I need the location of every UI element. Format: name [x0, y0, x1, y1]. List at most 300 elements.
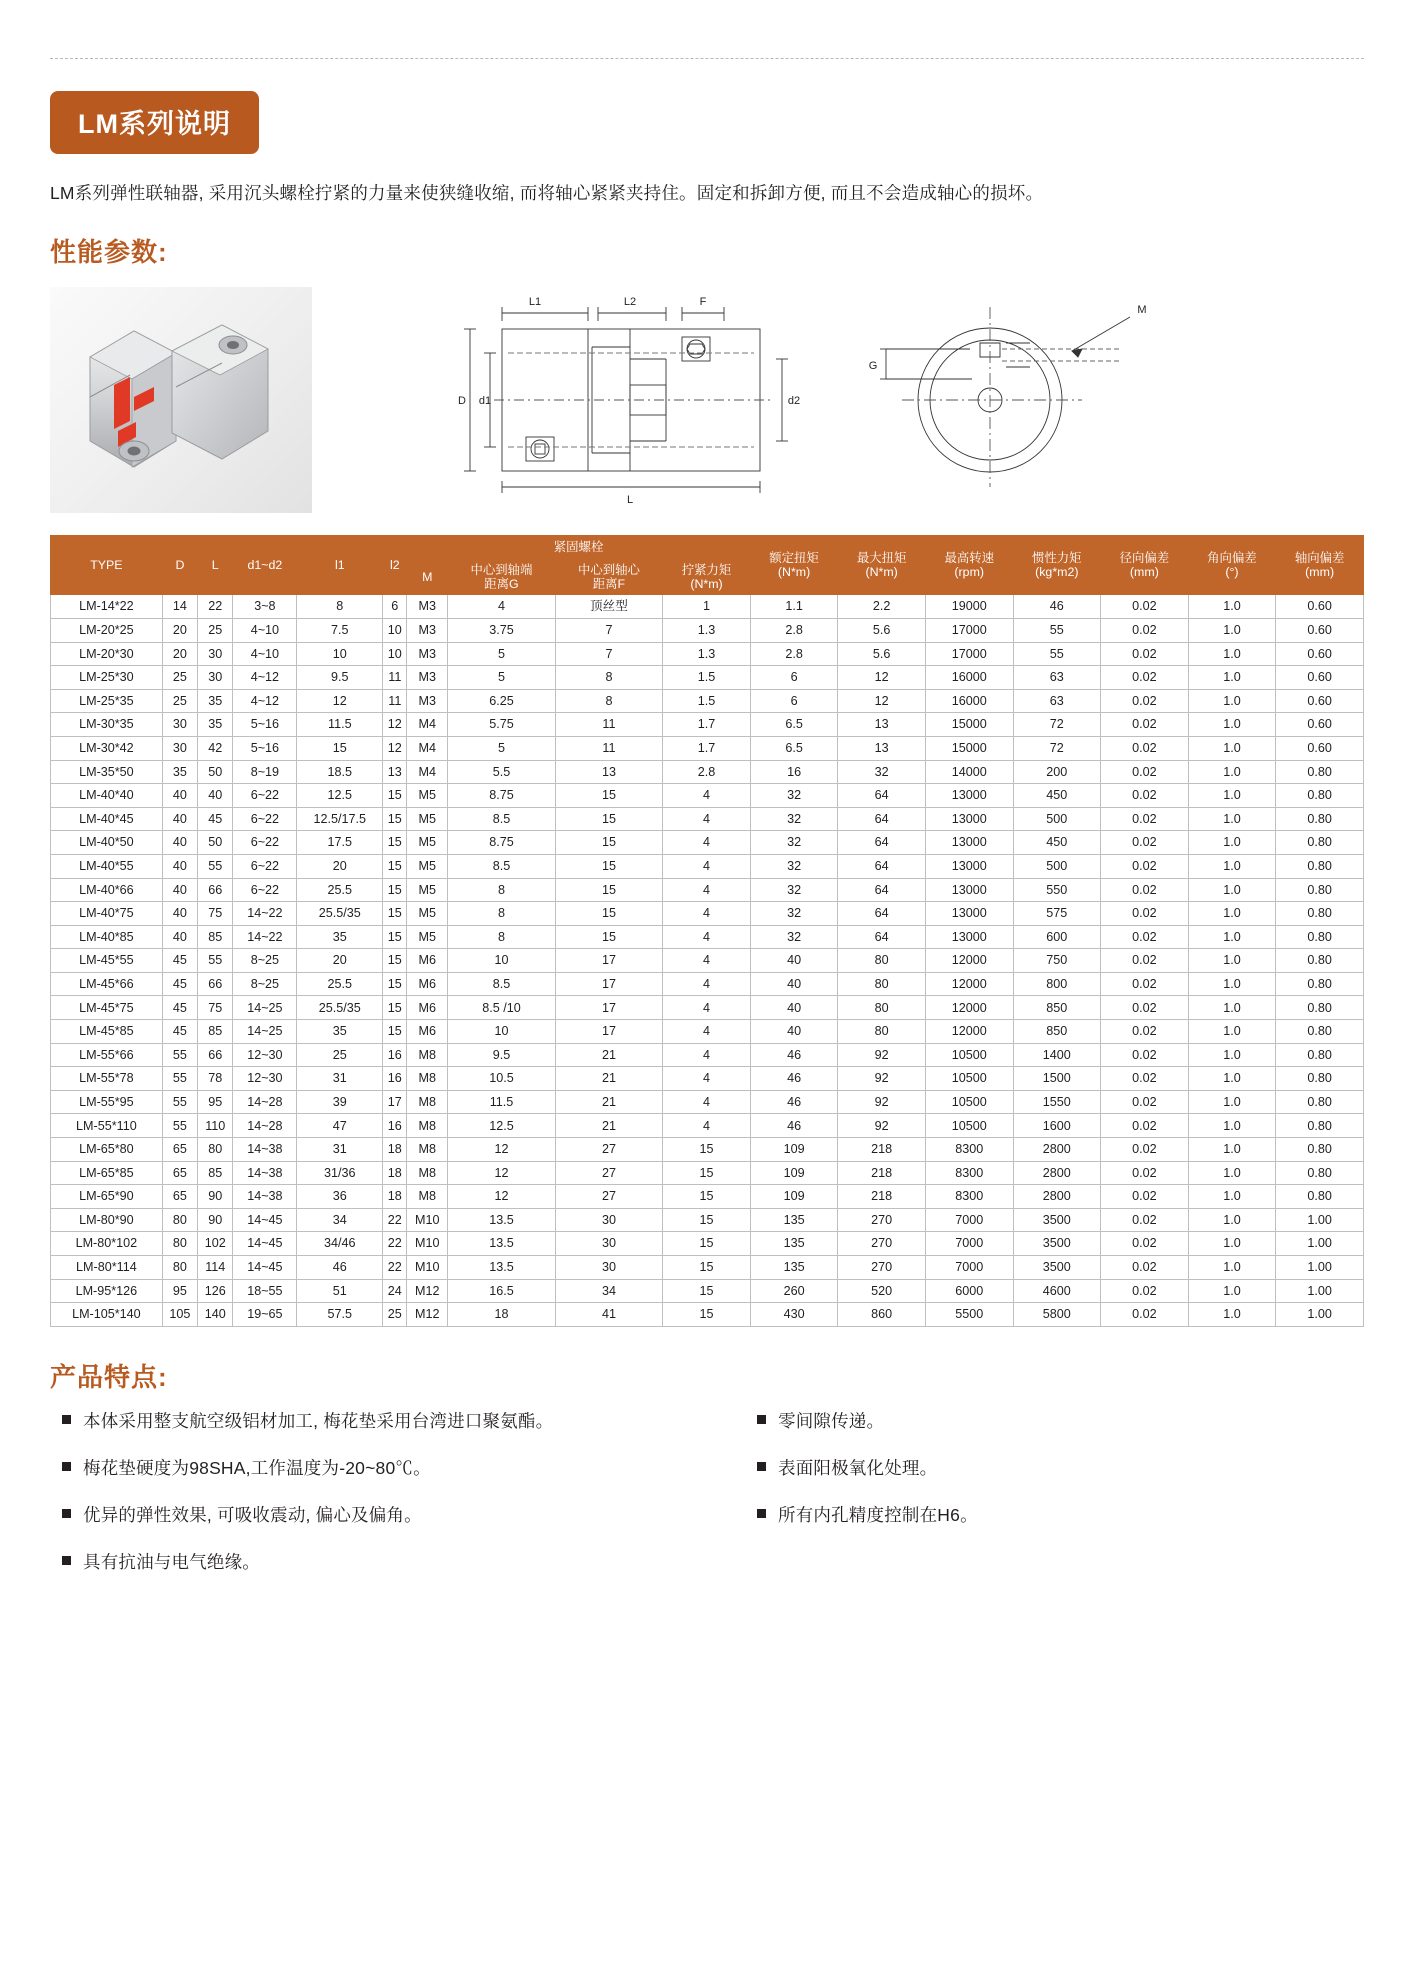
table-row — [51, 595, 1364, 619]
table-cell: 0.60 — [1276, 713, 1364, 737]
table-cell: 64 — [838, 902, 926, 926]
square-bullet-icon — [757, 1462, 766, 1471]
table-cell: 1.00 — [1276, 1303, 1364, 1327]
table-cell-type: LM-65*80 — [51, 1138, 163, 1162]
table-cell: 15 — [663, 1161, 751, 1185]
table-cell: 55 — [1013, 642, 1101, 666]
col-rated-torque — [750, 536, 838, 595]
table-cell-type: LM-30*42 — [51, 736, 163, 760]
table-cell: 85 — [198, 925, 233, 949]
table-cell: 15 — [663, 1279, 751, 1303]
table-cell: 10 — [448, 949, 555, 973]
col-D: D — [162, 536, 197, 595]
label-L1: L1 — [528, 296, 542, 309]
table-cell: 75 — [198, 996, 233, 1020]
table-row — [51, 1090, 1364, 1114]
table-row — [51, 666, 1364, 690]
table-cell: M12 — [407, 1279, 448, 1303]
feature-item — [757, 1502, 1364, 1527]
table-cell: 46 — [750, 1067, 838, 1091]
table-header — [51, 536, 1364, 595]
table-cell: M4 — [407, 713, 448, 737]
table-cell: 13 — [555, 760, 662, 784]
table-cell: 0.80 — [1276, 1161, 1364, 1185]
table-cell: 35 — [198, 713, 233, 737]
table-cell: 4 — [663, 1067, 751, 1091]
table-cell: 40 — [750, 972, 838, 996]
table-cell: M8 — [407, 1043, 448, 1067]
table-cell: 1.0 — [1188, 878, 1276, 902]
table-cell: 1.00 — [1276, 1208, 1364, 1232]
table-cell: 0.02 — [1101, 1114, 1189, 1138]
col-type: TYPE — [51, 536, 163, 595]
table-cell: 15 — [555, 784, 662, 808]
col-angular-dev — [1188, 536, 1276, 595]
table-cell: 800 — [1013, 972, 1101, 996]
table-cell: 1.0 — [1188, 713, 1276, 737]
table-cell: 13000 — [925, 807, 1013, 831]
table-cell-type: LM-80*114 — [51, 1256, 163, 1280]
table-cell: 14~38 — [233, 1138, 297, 1162]
table-cell: 750 — [1013, 949, 1101, 973]
table-cell: M4 — [407, 760, 448, 784]
table-cell-type: LM-55*78 — [51, 1067, 163, 1091]
table-cell: 109 — [750, 1185, 838, 1209]
table-cell: 46 — [750, 1090, 838, 1114]
table-cell: 40 — [750, 1020, 838, 1044]
table-cell: 46 — [750, 1043, 838, 1067]
table-cell-type: LM-45*55 — [51, 949, 163, 973]
table-cell-type: LM-25*30 — [51, 666, 163, 690]
table-cell: 41 — [555, 1303, 662, 1327]
feature-text: 表面阳极氧化处理。 — [778, 1457, 938, 1478]
table-cell: 5~16 — [233, 736, 297, 760]
table-cell: 4 — [663, 1090, 751, 1114]
table-row — [51, 1138, 1364, 1162]
table-cell: 40 — [162, 784, 197, 808]
table-cell: 5.6 — [838, 618, 926, 642]
table-cell: M5 — [407, 878, 448, 902]
table-cell: 1.7 — [663, 713, 751, 737]
table-cell: 0.02 — [1101, 1020, 1189, 1044]
table-cell: 2800 — [1013, 1138, 1101, 1162]
col-radial-dev-sub: (mm) — [1129, 565, 1159, 580]
table-cell: M3 — [407, 689, 448, 713]
table-cell: M12 — [407, 1303, 448, 1327]
table-cell: M3 — [407, 666, 448, 690]
label-M: M — [1137, 304, 1147, 317]
table-cell: 0.02 — [1101, 689, 1189, 713]
square-bullet-icon — [757, 1415, 766, 1424]
table-cell: 0.02 — [1101, 1303, 1189, 1327]
table-cell: M6 — [407, 996, 448, 1020]
table-cell: 30 — [555, 1208, 662, 1232]
table-cell: M5 — [407, 807, 448, 831]
table-cell: M5 — [407, 902, 448, 926]
table-cell: 47 — [297, 1114, 383, 1138]
table-cell: 1 — [663, 595, 751, 619]
table-cell: 6~22 — [233, 878, 297, 902]
label-d2: d2 — [787, 395, 801, 408]
table-cell: 32 — [750, 854, 838, 878]
table-cell: 520 — [838, 1279, 926, 1303]
table-cell: 39 — [297, 1090, 383, 1114]
table-cell: 218 — [838, 1161, 926, 1185]
table-cell: 10 — [383, 642, 407, 666]
table-cell: 0.02 — [1101, 1208, 1189, 1232]
table-cell: 8.75 — [448, 831, 555, 855]
square-bullet-icon — [757, 1509, 766, 1518]
table-cell: 5 — [448, 642, 555, 666]
table-cell: 4~10 — [233, 642, 297, 666]
table-cell: 16.5 — [448, 1279, 555, 1303]
square-bullet-icon — [62, 1509, 71, 1518]
table-cell: 0.60 — [1276, 666, 1364, 690]
table-cell: 1.5 — [663, 666, 751, 690]
table-cell: 65 — [162, 1138, 197, 1162]
table-cell-type: LM-25*35 — [51, 689, 163, 713]
table-cell: 65 — [162, 1161, 197, 1185]
table-cell: 15 — [555, 925, 662, 949]
table-cell: 63 — [1013, 666, 1101, 690]
table-cell: 72 — [1013, 713, 1101, 737]
table-cell: 3500 — [1013, 1232, 1101, 1256]
table-cell: 32 — [750, 831, 838, 855]
table-cell: 1.0 — [1188, 1303, 1276, 1327]
table-cell: 21 — [555, 1043, 662, 1067]
square-bullet-icon — [62, 1556, 71, 1565]
table-cell-type: LM-55*66 — [51, 1043, 163, 1067]
table-cell-type: LM-40*75 — [51, 902, 163, 926]
table-cell: 顶丝型 — [555, 595, 662, 619]
table-cell: 109 — [750, 1161, 838, 1185]
col-distance-F — [555, 559, 662, 595]
table-row — [51, 618, 1364, 642]
table-cell: 80 — [838, 972, 926, 996]
table-cell: 46 — [1013, 595, 1101, 619]
col-angular-dev-main: 角向偏差 — [1207, 551, 1257, 566]
table-cell: 25.5/35 — [297, 996, 383, 1020]
table-cell: M8 — [407, 1114, 448, 1138]
table-cell: 0.02 — [1101, 1043, 1189, 1067]
table-cell: 7.5 — [297, 618, 383, 642]
table-cell: 450 — [1013, 784, 1101, 808]
table-cell: M3 — [407, 595, 448, 619]
table-cell: 6 — [750, 666, 838, 690]
table-cell: 1.0 — [1188, 689, 1276, 713]
table-cell: 0.80 — [1276, 1114, 1364, 1138]
table-cell: 8.75 — [448, 784, 555, 808]
table-cell: 34 — [555, 1279, 662, 1303]
table-cell: 25 — [198, 618, 233, 642]
feature-item — [50, 1549, 707, 1574]
col-d1d2: d1~d2 — [233, 536, 297, 595]
table-cell: 6 — [383, 595, 407, 619]
features-heading: 产品特点: — [50, 1361, 168, 1392]
table-cell: 40 — [162, 925, 197, 949]
table-cell: 34 — [297, 1208, 383, 1232]
table-cell: 9.5 — [448, 1043, 555, 1067]
feature-item — [50, 1502, 707, 1527]
table-cell: 64 — [838, 807, 926, 831]
table-cell: 40 — [162, 854, 197, 878]
table-cell: 25.5 — [297, 972, 383, 996]
table-cell: 6.5 — [750, 713, 838, 737]
col-group-bolt: 紧固螺栓 — [407, 536, 750, 560]
table-cell: 270 — [838, 1256, 926, 1280]
table-cell: 16 — [383, 1114, 407, 1138]
table-cell: 1.0 — [1188, 1114, 1276, 1138]
table-cell: 14~45 — [233, 1232, 297, 1256]
table-cell: 3.75 — [448, 618, 555, 642]
table-cell: 1.0 — [1188, 1279, 1276, 1303]
table-row — [51, 925, 1364, 949]
table-cell: 15 — [663, 1232, 751, 1256]
table-cell: 4 — [663, 902, 751, 926]
table-cell: 17 — [555, 972, 662, 996]
table-cell: 10500 — [925, 1114, 1013, 1138]
table-cell: 450 — [1013, 831, 1101, 855]
table-cell: 1.0 — [1188, 666, 1276, 690]
table-cell: 15 — [663, 1185, 751, 1209]
table-cell: 15 — [663, 1208, 751, 1232]
table-cell: 15 — [383, 1020, 407, 1044]
table-cell: 50 — [198, 760, 233, 784]
table-cell: 6000 — [925, 1279, 1013, 1303]
table-cell: 15 — [555, 831, 662, 855]
table-cell: 2800 — [1013, 1161, 1101, 1185]
table-row — [51, 902, 1364, 926]
table-cell: 20 — [162, 642, 197, 666]
table-cell: 12.5 — [448, 1114, 555, 1138]
table-row — [51, 807, 1364, 831]
table-cell: 2.8 — [750, 642, 838, 666]
table-cell: 0.80 — [1276, 949, 1364, 973]
table-cell: 0.02 — [1101, 831, 1189, 855]
table-cell: 92 — [838, 1090, 926, 1114]
table-cell: 17.5 — [297, 831, 383, 855]
table-cell: 50 — [198, 831, 233, 855]
table-cell: 0.80 — [1276, 760, 1364, 784]
table-cell: 12 — [297, 689, 383, 713]
feature-item — [50, 1408, 707, 1433]
table-cell: 1600 — [1013, 1114, 1101, 1138]
table-cell: 0.02 — [1101, 1279, 1189, 1303]
col-angular-dev-sub: (°) — [1225, 565, 1239, 580]
table-cell: 102 — [198, 1232, 233, 1256]
table-cell: 0.02 — [1101, 1090, 1189, 1114]
table-cell: 8.5 — [448, 972, 555, 996]
table-cell: 8~25 — [233, 972, 297, 996]
table-cell: 4600 — [1013, 1279, 1101, 1303]
table-row — [51, 878, 1364, 902]
page-title: LM系列说明 — [50, 91, 259, 154]
table-cell: 4 — [448, 595, 555, 619]
table-cell: 10 — [383, 618, 407, 642]
table-cell: 1.0 — [1188, 1043, 1276, 1067]
table-cell: 0.80 — [1276, 1185, 1364, 1209]
table-cell: 22 — [383, 1256, 407, 1280]
table-cell: 13000 — [925, 854, 1013, 878]
table-cell: 31/36 — [297, 1161, 383, 1185]
table-cell: 0.02 — [1101, 1138, 1189, 1162]
table-cell: 5500 — [925, 1303, 1013, 1327]
col-l2: l2 — [383, 536, 407, 595]
feature-item — [757, 1408, 1364, 1433]
table-cell: 25.5/35 — [297, 902, 383, 926]
table-cell: 5.75 — [448, 713, 555, 737]
table-cell: 0.60 — [1276, 618, 1364, 642]
table-cell: 0.80 — [1276, 996, 1364, 1020]
table-cell: 2.8 — [750, 618, 838, 642]
table-cell: 1.00 — [1276, 1256, 1364, 1280]
table-cell: 1.0 — [1188, 618, 1276, 642]
table-cell: 4 — [663, 854, 751, 878]
table-row — [51, 713, 1364, 737]
table-cell: 90 — [198, 1185, 233, 1209]
table-cell: 32 — [750, 925, 838, 949]
table-cell: 5800 — [1013, 1303, 1101, 1327]
table-cell: 51 — [297, 1279, 383, 1303]
table-cell-type: LM-20*30 — [51, 642, 163, 666]
table-cell: 12 — [383, 736, 407, 760]
table-cell: 0.02 — [1101, 972, 1189, 996]
table-cell: 4~10 — [233, 618, 297, 642]
table-cell: 1500 — [1013, 1067, 1101, 1091]
table-cell: 110 — [198, 1114, 233, 1138]
table-cell: 30 — [555, 1256, 662, 1280]
table-cell: 18 — [448, 1303, 555, 1327]
table-cell: 10500 — [925, 1043, 1013, 1067]
table-cell: 12 — [383, 713, 407, 737]
table-cell: 3500 — [1013, 1256, 1101, 1280]
table-cell: 11.5 — [297, 713, 383, 737]
table-cell: 5 — [448, 666, 555, 690]
table-cell: 22 — [383, 1208, 407, 1232]
table-cell-type: LM-40*40 — [51, 784, 163, 808]
table-cell: 1550 — [1013, 1090, 1101, 1114]
table-cell: 8300 — [925, 1161, 1013, 1185]
table-cell: 4 — [663, 831, 751, 855]
table-cell: 80 — [838, 949, 926, 973]
table-cell: 500 — [1013, 807, 1101, 831]
table-cell: 1.0 — [1188, 1256, 1276, 1280]
table-cell: 135 — [750, 1256, 838, 1280]
table-cell: 5~16 — [233, 713, 297, 737]
table-cell: 9.5 — [297, 666, 383, 690]
table-cell: 1400 — [1013, 1043, 1101, 1067]
table-cell: 105 — [162, 1303, 197, 1327]
table-cell: 45 — [198, 807, 233, 831]
table-cell: 66 — [198, 1043, 233, 1067]
table-cell: 80 — [838, 1020, 926, 1044]
table-cell: 14 — [162, 595, 197, 619]
col-max-torque-sub: (N*m) — [865, 565, 898, 580]
table-cell-type: LM-35*50 — [51, 760, 163, 784]
table-cell: 6~22 — [233, 831, 297, 855]
table-cell: 55 — [162, 1114, 197, 1138]
table-cell: 4 — [663, 949, 751, 973]
table-cell: 92 — [838, 1114, 926, 1138]
table-row — [51, 949, 1364, 973]
table-cell: 10.5 — [448, 1067, 555, 1091]
table-cell: 4 — [663, 1020, 751, 1044]
table-cell: 4 — [663, 925, 751, 949]
table-cell: 2.8 — [663, 760, 751, 784]
table-cell: M3 — [407, 642, 448, 666]
table-cell: 17 — [555, 996, 662, 1020]
intro-paragraph: LM系列弹性联轴器, 采用沉头螺栓拧紧的力量来使狭缝收缩, 而将轴心紧紧夹持住。固定和拆卸方便, 而且不会造成轴心的损坏。 — [50, 183, 1044, 203]
table-cell: 45 — [162, 1020, 197, 1044]
table-cell: 15 — [383, 831, 407, 855]
table-cell: 1.0 — [1188, 642, 1276, 666]
col-distance-G-main: 中心到轴端 — [470, 562, 533, 577]
table-cell: 1.0 — [1188, 736, 1276, 760]
table-cell: 17000 — [925, 618, 1013, 642]
table-cell: 1.5 — [663, 689, 751, 713]
table-cell: 46 — [297, 1256, 383, 1280]
table-cell: 12000 — [925, 972, 1013, 996]
table-cell: 14~28 — [233, 1114, 297, 1138]
table-cell: 36 — [297, 1185, 383, 1209]
table-row — [51, 1043, 1364, 1067]
table-row — [51, 1279, 1364, 1303]
feature-item — [50, 1455, 707, 1480]
table-cell: 1.0 — [1188, 1185, 1276, 1209]
table-cell: 27 — [555, 1138, 662, 1162]
table-cell: 15 — [383, 854, 407, 878]
table-cell: 75 — [198, 902, 233, 926]
table-cell: 2800 — [1013, 1185, 1101, 1209]
table-cell: 850 — [1013, 1020, 1101, 1044]
table-cell: 0.60 — [1276, 595, 1364, 619]
table-cell: 0.02 — [1101, 784, 1189, 808]
table-cell: M3 — [407, 618, 448, 642]
table-cell: 12 — [448, 1138, 555, 1162]
table-cell: 15000 — [925, 713, 1013, 737]
table-cell: 30 — [162, 736, 197, 760]
table-row — [51, 1161, 1364, 1185]
table-cell-type: LM-40*50 — [51, 831, 163, 855]
table-cell: 15000 — [925, 736, 1013, 760]
table-cell-type: LM-40*55 — [51, 854, 163, 878]
table-cell: 12 — [838, 689, 926, 713]
table-cell: 40 — [162, 831, 197, 855]
table-cell: 30 — [162, 713, 197, 737]
table-cell: 25 — [162, 666, 197, 690]
table-cell: 0.80 — [1276, 972, 1364, 996]
table-cell: M10 — [407, 1256, 448, 1280]
table-cell: 1.7 — [663, 736, 751, 760]
table-cell-type: LM-14*22 — [51, 595, 163, 619]
table-cell: 126 — [198, 1279, 233, 1303]
features-section — [50, 1408, 1364, 1596]
col-rated-torque-main: 额定扭矩 — [769, 551, 819, 566]
table-cell: 3500 — [1013, 1208, 1101, 1232]
table-row — [51, 1067, 1364, 1091]
col-tighten-torque — [663, 559, 751, 595]
table-cell: 20 — [297, 949, 383, 973]
table-cell-type: LM-40*66 — [51, 878, 163, 902]
table-cell-type: LM-105*140 — [51, 1303, 163, 1327]
table-row — [51, 736, 1364, 760]
table-cell: 78 — [198, 1067, 233, 1091]
table-row — [51, 784, 1364, 808]
feature-text: 具有抗油与电气绝缘。 — [83, 1551, 260, 1572]
table-cell: 66 — [198, 972, 233, 996]
col-distance-G-sub: 距离G — [484, 577, 519, 592]
table-cell: 32 — [750, 784, 838, 808]
